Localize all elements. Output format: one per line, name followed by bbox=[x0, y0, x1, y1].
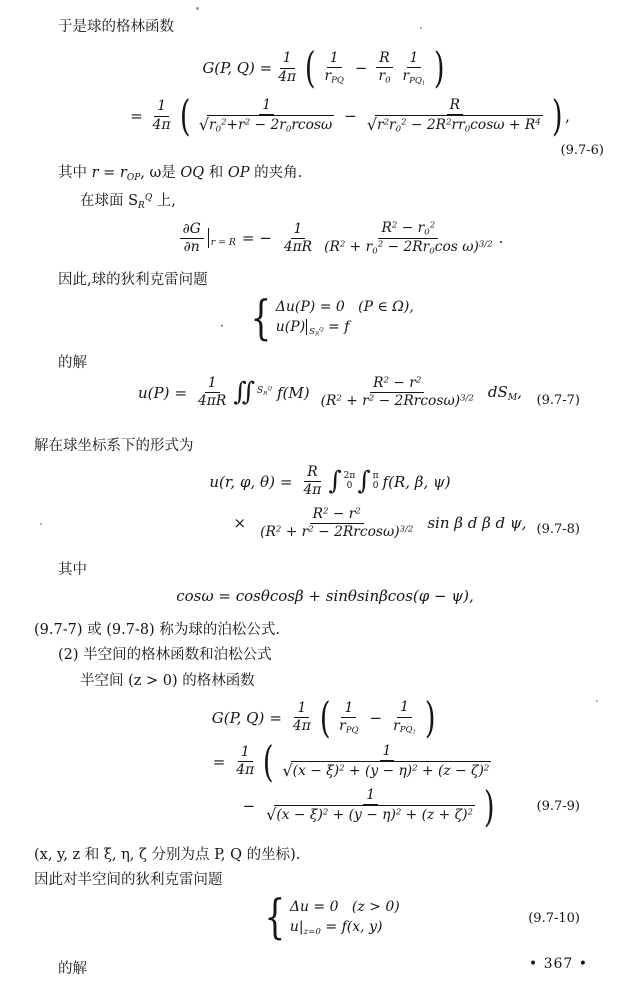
fraction-1-4pi-4: $\frac{1}{4\pi}$ bbox=[236, 744, 255, 779]
fraction-1-rPQ1: $\frac{1}{r_{PQ_1}}$ bbox=[402, 49, 426, 87]
fraction-1-4pi-3: $\frac{1}{4\pi}$ bbox=[292, 700, 311, 735]
left-brace: { bbox=[250, 290, 272, 345]
fraction-R-r0: $\frac{R}{r_0}$ bbox=[375, 50, 393, 87]
page-number: • 367 • bbox=[528, 956, 588, 972]
integral-limits-1: 2π 0 bbox=[343, 471, 356, 491]
fraction-1-rPQ: $\frac{1}{r_{PQ}}$ bbox=[324, 49, 344, 86]
text-line-1: 于是球的格林函数 bbox=[58, 19, 174, 35]
text-line-9: (2) 半空间的格林函数和泊松公式 bbox=[58, 647, 272, 664]
fraction-1-4piR: $\frac{1}{4\pi R}$ bbox=[283, 220, 313, 255]
equation-green-halfspace-expanded-2: − 1 √ $(x - \xi)^2 + (y - \eta)^2 + (z + \zeta)^2$ ) (9.7-9) bbox=[242, 781, 580, 831]
equation-tag-9-7-8: (9.7-8) bbox=[536, 521, 580, 537]
system-rows bbox=[276, 297, 414, 340]
fraction-1-rPQ1-2: $\frac{1}{r_{PQ_1}}$ bbox=[393, 699, 416, 736]
system1-row2: u(P) $_{S_R^Q}$ = f bbox=[275, 319, 350, 338]
fraction-poisson-kernel-2: $\frac{R^2 - r^2}{(R^2 + r^2 - 2Rrcos\omega)^{3/2}}$ bbox=[320, 375, 474, 410]
fraction-1-4piR-2: $\frac{1}{4\pi R}$ bbox=[198, 375, 227, 410]
equation-cos-omega-identity bbox=[34, 587, 606, 605]
fraction-sqrt-term-2: R √ $r^2r_0^2 - 2R^2rr_0\cos\omega + R^4$ bbox=[366, 96, 541, 135]
text-line-6: 解在球坐标系下的形式为 bbox=[34, 437, 194, 454]
double-integral-icon: ∬ bbox=[233, 376, 255, 407]
fraction-1-rPQ-2: $\frac{1}{r_{PQ}}$ bbox=[339, 699, 359, 736]
system1-row1: Δu(P) = 0 (P ∈ Ω), bbox=[275, 298, 414, 315]
text-line-7: 其中 bbox=[58, 562, 87, 579]
text-line-11: (x, y, z 和 ξ, η, ζ 分别为点 P, Q 的坐标). bbox=[34, 846, 301, 863]
fraction-poisson-kernel: $\frac{R^2 - r_0^2}{(R^2 + r_0^2 - 2Rr_0\cos \omega)^{3/2}}$ bbox=[324, 219, 493, 257]
fraction-poisson-kernel-3: $\frac{R^2 - r^2}{(R^2 + r^2 - 2Rrcos\omega)^{3/2}}$ bbox=[260, 505, 414, 540]
stray-dot: · bbox=[220, 318, 224, 333]
right-paren-2: ) bbox=[551, 91, 563, 141]
system2-row2: $u|_{z=0} = f(x$, y) bbox=[289, 918, 383, 937]
left-paren: ( bbox=[304, 43, 316, 93]
left-paren-2: ( bbox=[179, 91, 191, 141]
equation-normal-derivative: $\frac{\partial G}{\partial n}$ $_{r = R}$ = − $\frac{1}{4\pi R}$ $\frac{R^2 - r_0^2}{(R^2 + r_0^2 - 2Rr_0\cos \omega)^{3/2}}$ . bbox=[34, 220, 606, 258]
integral-limits-2: π 0 bbox=[372, 471, 379, 491]
line3-prefix: 在球面 S bbox=[80, 192, 139, 209]
equation-tag-9-7-10: (9.7-10) bbox=[528, 910, 580, 926]
text-line-10: 半空间 (z > 0) 的格林函数 bbox=[80, 672, 255, 689]
text-line-5: 的解 bbox=[58, 354, 87, 371]
equation-spherical-coordinates-cont: × $\frac{R^2 - r^2}{(R^2 + r^2 - 2Rrcos\omega)^{3/2}}$ sin β d β d ψ, (9.7-8) bbox=[233, 505, 580, 540]
boundary-value-problem-sphere bbox=[34, 290, 606, 345]
fraction-1-4pi: $\frac{1}{4\pi}$ bbox=[278, 50, 297, 85]
line3-tail: 上, bbox=[156, 192, 176, 209]
cos-identity-text: cosω = cosθcosβ + sinθsinβcos(φ − ψ), bbox=[176, 586, 474, 605]
eq1-lhs: G(P, Q) = bbox=[202, 59, 273, 78]
integral-icon-1: ∫ bbox=[328, 465, 342, 496]
fraction-sqrt-term-1: 1 √ $r_0^2+r^2 - 2r_0rcos\omega$ bbox=[198, 96, 333, 135]
line2-prefix: 其中 bbox=[58, 164, 87, 181]
text-line-4: 因此,球的狄利克雷问题 bbox=[58, 272, 208, 289]
left-paren-4: ( bbox=[263, 737, 274, 787]
equation-green-function-halfspace: G(P, Q) = $\frac{1}{4\pi}$ ( $\frac{1}{r_{PQ}}$ − $\frac{1}{r_{PQ_1}}$ ) bbox=[211, 693, 436, 743]
equation-poisson-integral: u(P) = $\frac{1}{4\pi R}$ ∬ $S_R^Q$ f(M) $\frac{R^2 - r^2}{(R^2 + r^2 - 2Rrcos\omega)^{3/2}}$ $dS_M$, (9.7-7) bbox=[137, 375, 580, 410]
boundary-value-problem-halfspace bbox=[34, 889, 606, 944]
equation-tag-9-7-6: (9.7-6) bbox=[560, 142, 604, 158]
equation-green-function-sphere: G(P, Q) = $\frac{1}{4\pi}$ ( $\frac{1}{r_{PQ}}$ − $\frac{R}{r_0}$ $\frac{1}{r_{PQ_1}}$ ) bbox=[202, 43, 445, 93]
text-line-8: (9.7-7) 或 (9.7-8) 称为球的泊松公式. bbox=[34, 621, 280, 638]
fraction-sqrt-halfspace-2: 1 √ $(x - \xi)^2 + (y - \eta)^2 + (z + \zeta)^2$ bbox=[266, 787, 473, 825]
equation-spherical-coordinates: u(r, φ, θ) = $\frac{R}{4\pi}$ ∫ 2π 0 ∫ π 0 f(R, β, ψ) bbox=[209, 464, 451, 499]
integral-domain: $S_R^Q$ bbox=[256, 386, 272, 398]
system2-row1: Δu = 0 (z > 0) bbox=[289, 898, 400, 915]
scan-speck bbox=[420, 27, 422, 29]
scan-speck bbox=[196, 7, 199, 10]
equation-green-halfspace-expanded-1: = $\frac{1}{4\pi}$ ( 1 √ $(x - \xi)^2 + (y - \eta)^2 + (z - \zeta)^2$ bbox=[34, 743, 606, 781]
equation-green-function-expanded: = $\frac{1}{4\pi}$ ( 1 √ $r_0^2+r^2 - 2r_0rcos\omega$ − R √ $r^2r_0^2 - 2R^2rr_0\cos\omega + R^4$ ) , (9.7-6) bbox=[130, 91, 604, 158]
left-paren-3: ( bbox=[319, 693, 331, 743]
fraction-dG-dn: $\frac{\partial G}{\partial n}$ bbox=[180, 221, 204, 256]
equation-tag-9-7-9: (9.7-9) bbox=[536, 799, 580, 815]
fraction-R-4pi: $\frac{R}{4\pi}$ bbox=[303, 464, 322, 499]
right-paren-3: ) bbox=[424, 693, 436, 743]
text-line-3: 在球面 $S_R^Q$ 上, bbox=[80, 192, 176, 211]
text-line-2: 其中 $r = r_{OP}$, ω是 OQ 和 OP 的夹角. bbox=[58, 164, 303, 183]
equation-tag-9-7-7: (9.7-7) bbox=[536, 393, 580, 409]
fraction-1-4pi-2: $\frac{1}{4\pi}$ bbox=[152, 98, 171, 133]
left-brace-2: { bbox=[264, 889, 286, 944]
system-rows-2 bbox=[290, 897, 400, 939]
evaluation-bar: r = R bbox=[208, 228, 236, 248]
fraction-sqrt-halfspace-1: 1 √ $(x - \xi)^2 + (y - \eta)^2 + (z - \zeta)^2$ bbox=[282, 742, 490, 780]
integral-icon-2: ∫ bbox=[357, 465, 371, 496]
text-line-13: 的解 bbox=[58, 961, 87, 978]
right-paren: ) bbox=[434, 43, 445, 93]
text-line-12: 因此对半空间的狄利克雷问题 bbox=[34, 872, 223, 889]
right-paren-4: ) bbox=[483, 781, 495, 831]
